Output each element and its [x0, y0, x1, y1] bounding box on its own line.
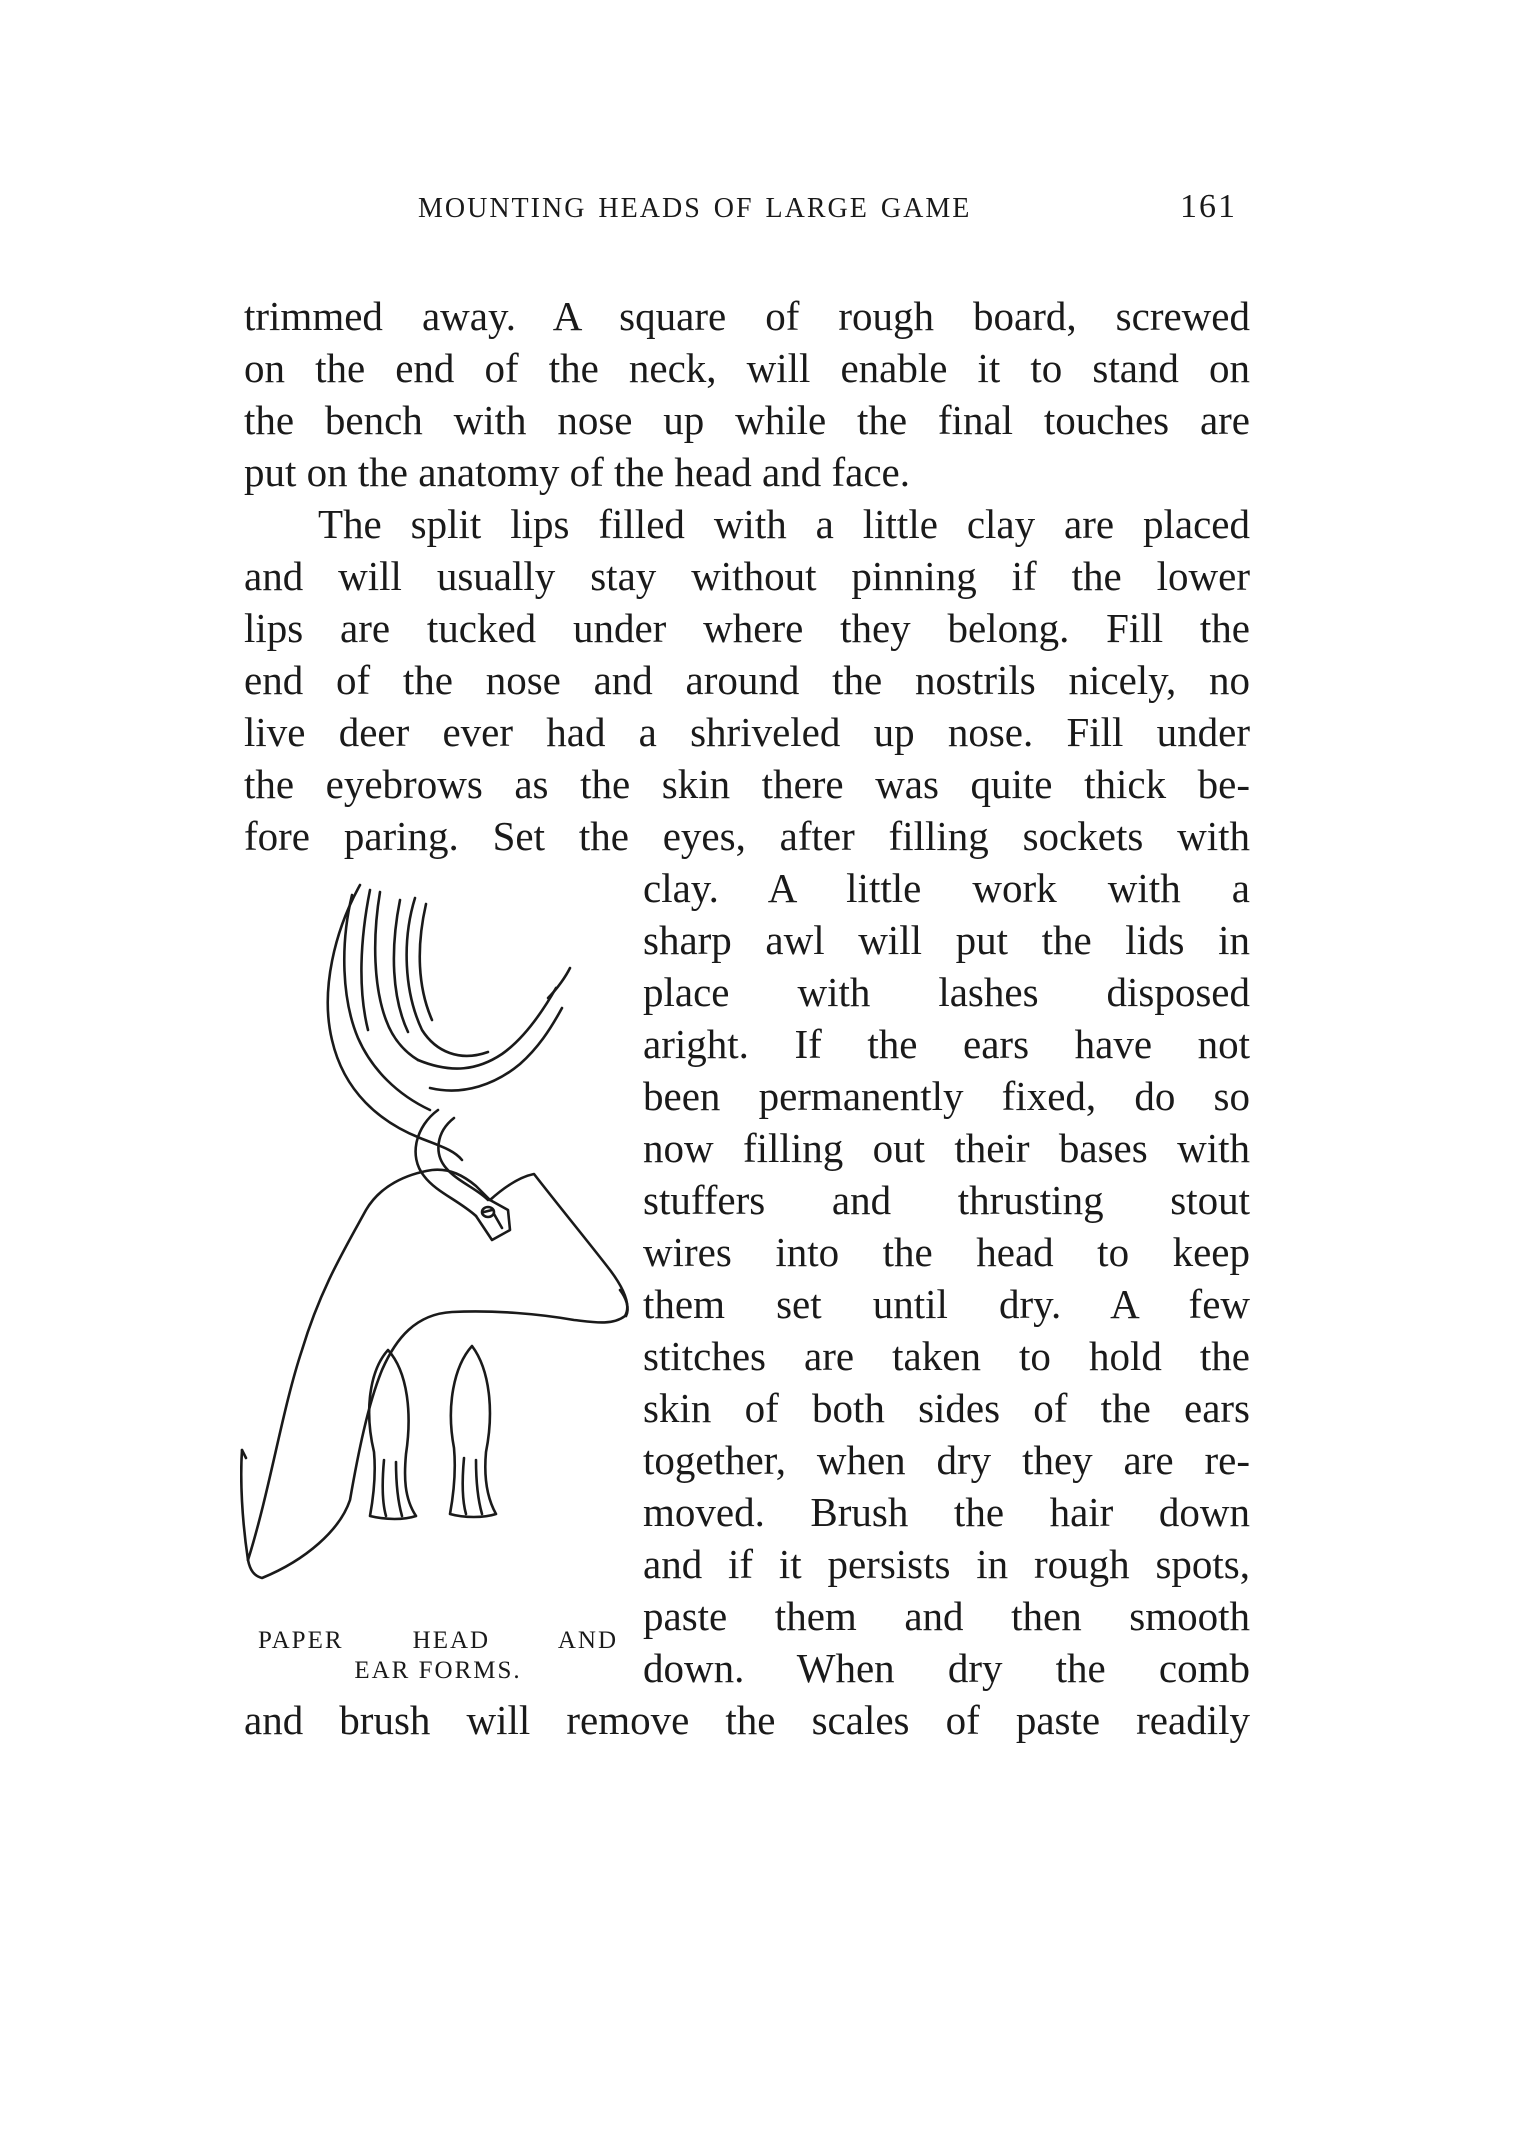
text-line: on the end of the neck, will enable it to stand on [244, 345, 1250, 391]
wrap-text-line: down. When dry the comb [643, 1645, 1250, 1691]
wrap-text-line: stuffers and thrusting stout [643, 1177, 1250, 1223]
head-form-drawing [241, 1170, 627, 1578]
wrap-text-line: them set until dry. A few [643, 1281, 1250, 1327]
figure-paper-head-and-ear-forms [240, 870, 640, 1630]
text-line: end of the nose and around the nostrils nicely, no [244, 657, 1250, 703]
wrap-text-line: clay. A little work with a [643, 865, 1250, 911]
caption-line: PAPER HEAD AND [258, 1627, 618, 1654]
wrap-text-line: been permanently fixed, do so [643, 1073, 1250, 1119]
text-line: the eyebrows as the skin there was quite thick be- [244, 761, 1250, 807]
caption-line: EAR FORMS. [354, 1657, 522, 1684]
text-line: and brush will remove the scales of paste readily [244, 1697, 1250, 1743]
running-head: MOUNTING HEADS OF LARGE GAME [418, 193, 972, 224]
ear-forms-drawing [369, 1346, 496, 1519]
antler-drawing [328, 885, 570, 1240]
figure-caption [258, 1626, 618, 1686]
text-line: fore paring. Set the eyes, after filling sockets with [244, 813, 1250, 859]
wrap-text-line: now filling out their bases with [643, 1125, 1250, 1171]
text-line: trimmed away. A square of rough board, screwed [244, 293, 1250, 339]
wrap-text-line: sharp awl will put the lids in [643, 917, 1250, 963]
wrap-text-line: stitches are taken to hold the [643, 1333, 1250, 1379]
wrap-text-line: together, when dry they are re- [643, 1437, 1250, 1483]
wrap-text-line: wires into the head to keep [643, 1229, 1250, 1275]
text-line: lips are tucked under where they belong. Fill the [244, 605, 1250, 651]
wrap-text-line: skin of both sides of the ears [643, 1385, 1250, 1431]
wrap-text-line: place with lashes disposed [643, 969, 1250, 1015]
page-number: 161 [1180, 188, 1237, 225]
text-line: the bench with nose up while the final touches are [244, 397, 1250, 443]
wrap-text-line: and if it persists in rough spots, [643, 1541, 1250, 1587]
text-line: live deer ever had a shriveled up nose. Fill under [244, 709, 1250, 755]
wrap-text-line: aright. If the ears have not [643, 1021, 1250, 1067]
wrap-text-line: paste them and then smooth [643, 1593, 1250, 1639]
text-line: and will usually stay without pinning if the lower [244, 553, 1250, 599]
wrap-text-line: moved. Brush the hair down [643, 1489, 1250, 1535]
text-line: The split lips filled with a little clay are placed [318, 501, 1250, 547]
text-line: put on the anatomy of the head and face. [244, 449, 910, 495]
